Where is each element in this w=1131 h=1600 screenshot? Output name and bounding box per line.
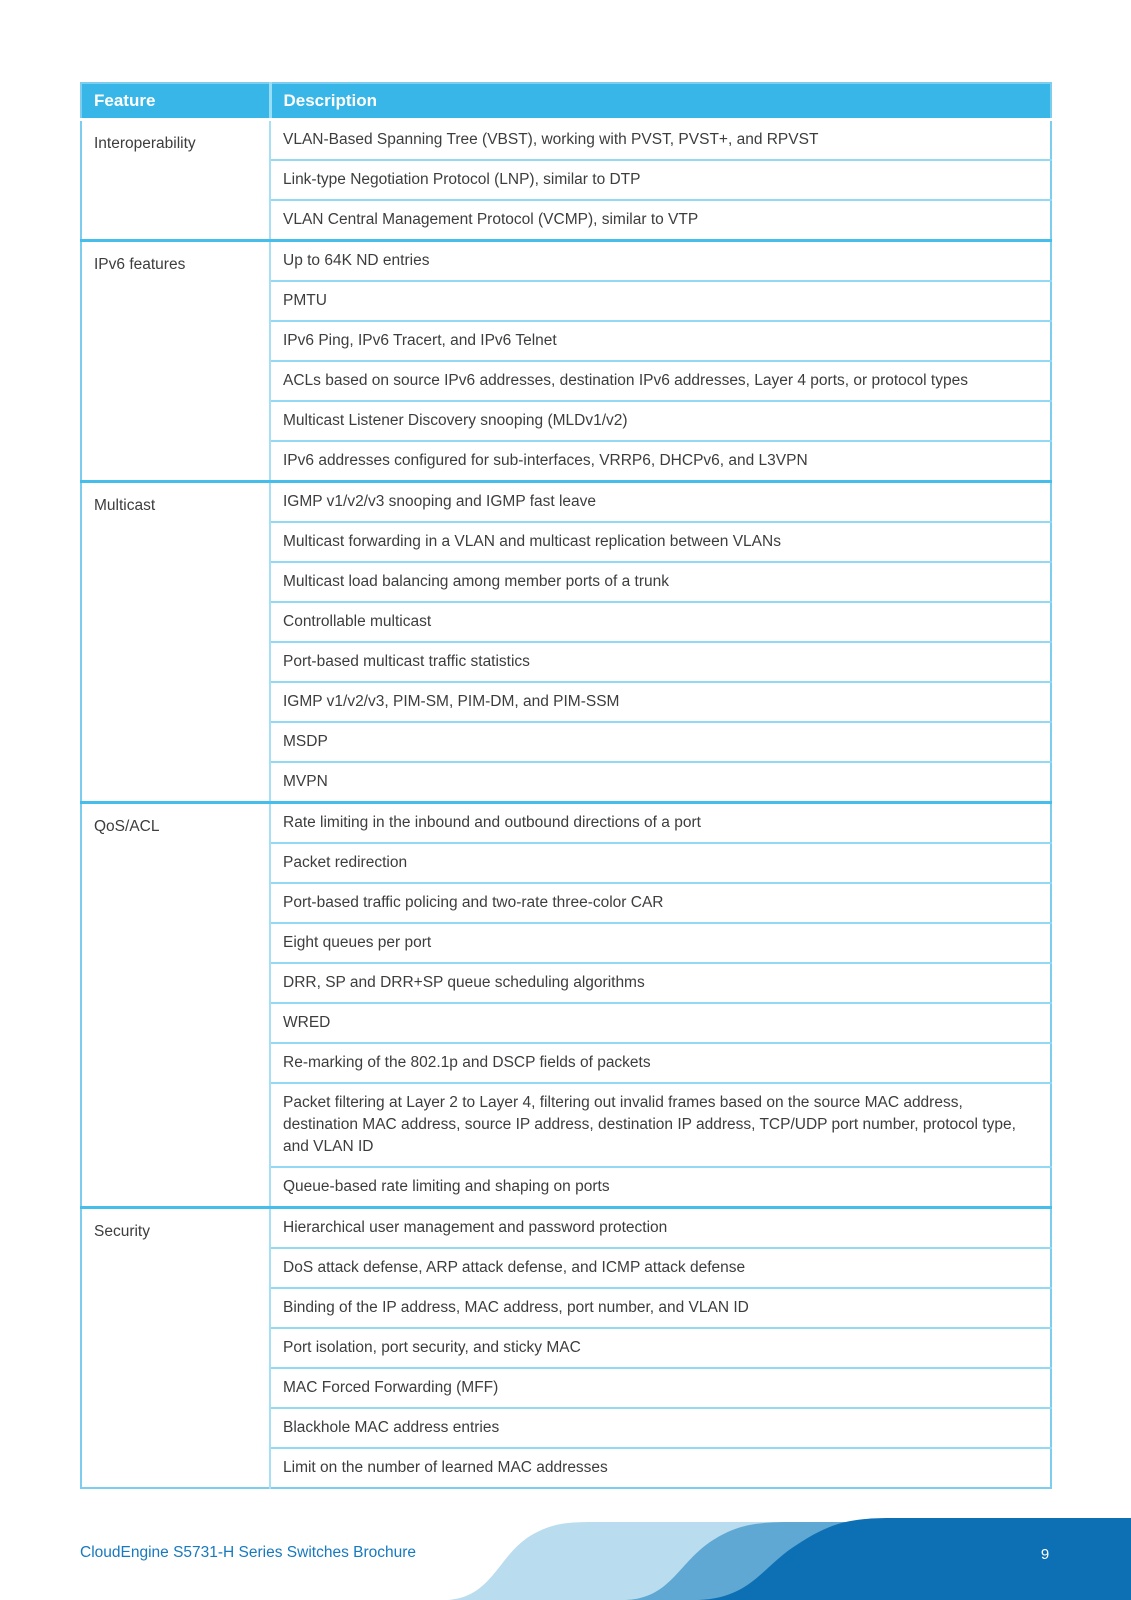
description-cell: Multicast Listener Discovery snooping (MLDv1/v2) [270,401,1051,441]
description-cell: WRED [270,1003,1051,1043]
feature-cell: Security [81,1208,270,1489]
description-cell: Blackhole MAC address entries [270,1408,1051,1448]
description-cell: Packet filtering at Layer 2 to Layer 4, filtering out invalid frames based on the source MAC address, destination MAC address, source IP address, destination IP address, TCP/UDP port number, protocol type, and VLAN ID [270,1083,1051,1167]
table-row [81,482,1051,523]
description-cell: VLAN-Based Spanning Tree (VBST), working with PVST, PVST+, and RPVST [270,120,1051,161]
description-cell: PMTU [270,281,1051,321]
description-cell: MSDP [270,722,1051,762]
table-header-row [81,83,1051,120]
table-row [81,803,1051,844]
table-row [81,1208,1051,1249]
description-cell: Eight queues per port [270,923,1051,963]
description-cell: IPv6 Ping, IPv6 Tracert, and IPv6 Telnet [270,321,1051,361]
description-cell: IGMP v1/v2/v3, PIM-SM, PIM-DM, and PIM-SSM [270,682,1051,722]
feature-cell: QoS/ACL [81,803,270,1208]
description-cell: IGMP v1/v2/v3 snooping and IGMP fast leave [270,482,1051,523]
feature-cell: Multicast [81,482,270,803]
description-cell: ACLs based on source IPv6 addresses, destination IPv6 addresses, Layer 4 ports, or protocol types [270,361,1051,401]
feature-cell: Interoperability [81,120,270,241]
description-cell: Controllable multicast [270,602,1051,642]
description-cell: Binding of the IP address, MAC address, port number, and VLAN ID [270,1288,1051,1328]
feature-table [80,82,1052,1489]
description-cell: Hierarchical user management and password protection [270,1208,1051,1249]
column-header-description: Description [270,83,1051,120]
description-cell: DoS attack defense, ARP attack defense, and ICMP attack defense [270,1248,1051,1288]
description-cell: VLAN Central Management Protocol (VCMP), similar to VTP [270,200,1051,241]
column-header-feature: Feature [81,83,270,120]
description-cell: Multicast forwarding in a VLAN and multicast replication between VLANs [270,522,1051,562]
description-cell: Up to 64K ND entries [270,241,1051,282]
table-row [81,120,1051,161]
description-cell: Queue-based rate limiting and shaping on ports [270,1167,1051,1208]
description-cell: Multicast load balancing among member ports of a trunk [270,562,1051,602]
table-body [81,120,1051,1489]
description-cell: Link-type Negotiation Protocol (LNP), similar to DTP [270,160,1051,200]
description-cell: Port-based traffic policing and two-rate three-color CAR [270,883,1051,923]
description-cell: DRR, SP and DRR+SP queue scheduling algorithms [270,963,1051,1003]
description-cell: IPv6 addresses configured for sub-interfaces, VRRP6, DHCPv6, and L3VPN [270,441,1051,482]
feature-cell: IPv6 features [81,241,270,482]
page-number: 9 [1040,1546,1050,1563]
description-cell: Packet redirection [270,843,1051,883]
description-cell: Limit on the number of learned MAC addresses [270,1448,1051,1488]
description-cell: MVPN [270,762,1051,803]
description-cell: Re-marking of the 802.1p and DSCP fields of packets [270,1043,1051,1083]
description-cell: Port isolation, port security, and sticky MAC [270,1328,1051,1368]
description-cell: Rate limiting in the inbound and outbound directions of a port [270,803,1051,844]
table-row [81,241,1051,282]
description-cell: MAC Forced Forwarding (MFF) [270,1368,1051,1408]
description-cell: Port-based multicast traffic statistics [270,642,1051,682]
footer-doc-title: CloudEngine S5731-H Series Switches Brochure [80,1544,417,1561]
